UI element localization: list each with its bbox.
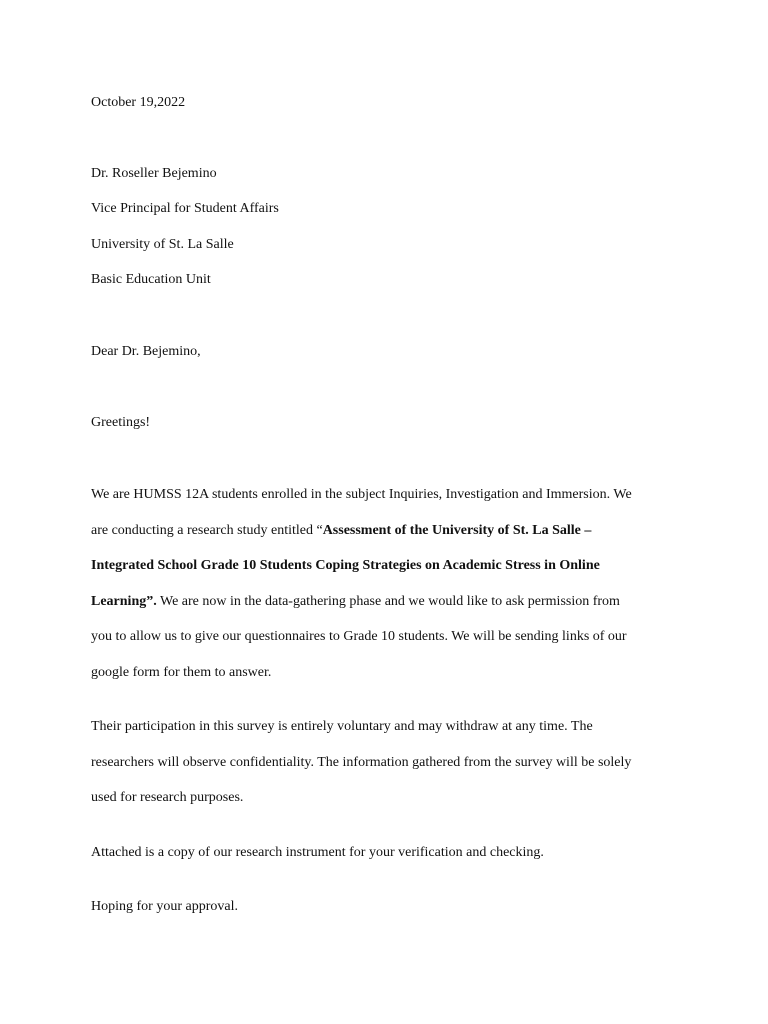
paragraph-1-line-5: you to allow us to give our questionnaires to Grade 10 students. We will be sending links of our — [91, 629, 627, 645]
paragraph-1-line-6: google form for them to answer. — [91, 664, 272, 680]
salutation: Dear Dr. Bejemino, — [91, 344, 201, 359]
paragraph-3: Attached is a copy of our research instrument for your verification and checking. — [91, 845, 544, 860]
letter-date: October 19,2022 — [91, 95, 186, 110]
paragraph-1-line-3 — [91, 548, 691, 584]
paragraph-2-line-3: used for research purposes. — [91, 790, 244, 806]
paragraph-1-line-1: We are HUMSS 12A students enrolled in the subject Inquiries, Investigation and Immersion. We — [91, 487, 632, 502]
recipient-institution: University of St. La Salle — [91, 237, 234, 252]
study-title-part-2: Integrated School Grade 10 Students Coping Strategies on Academic Stress in Online — [91, 558, 600, 574]
recipient-position: Vice Principal for Student Affairs — [91, 201, 279, 216]
paragraph-4: Hoping for your approval. — [91, 899, 238, 914]
paragraph-1-line-4: Learning”. We are now in the data-gathering phase and we would like to ask permission from — [91, 593, 620, 609]
recipient-name: Dr. Roseller Bejemino — [91, 166, 217, 181]
paragraph-2-line-1: Their participation in this survey is entirely voluntary and may withdraw at any time. The — [91, 719, 593, 734]
paragraph-2 — [91, 709, 691, 816]
study-title-part-3: Learning”. — [91, 593, 157, 609]
paragraph-2-line-2: researchers will observe confidentiality. The information gathered from the survey will be solely — [91, 754, 632, 770]
paragraph-1-line-2: are conducting a research study entitled “Assessment of the University of St. La Salle – — [91, 522, 592, 538]
recipient-unit: Basic Education Unit — [91, 272, 211, 287]
greeting: Greetings! — [91, 415, 151, 430]
paragraph-1 — [91, 477, 691, 691]
study-title-part-1: Assessment of the University of St. La Salle – — [322, 522, 592, 538]
